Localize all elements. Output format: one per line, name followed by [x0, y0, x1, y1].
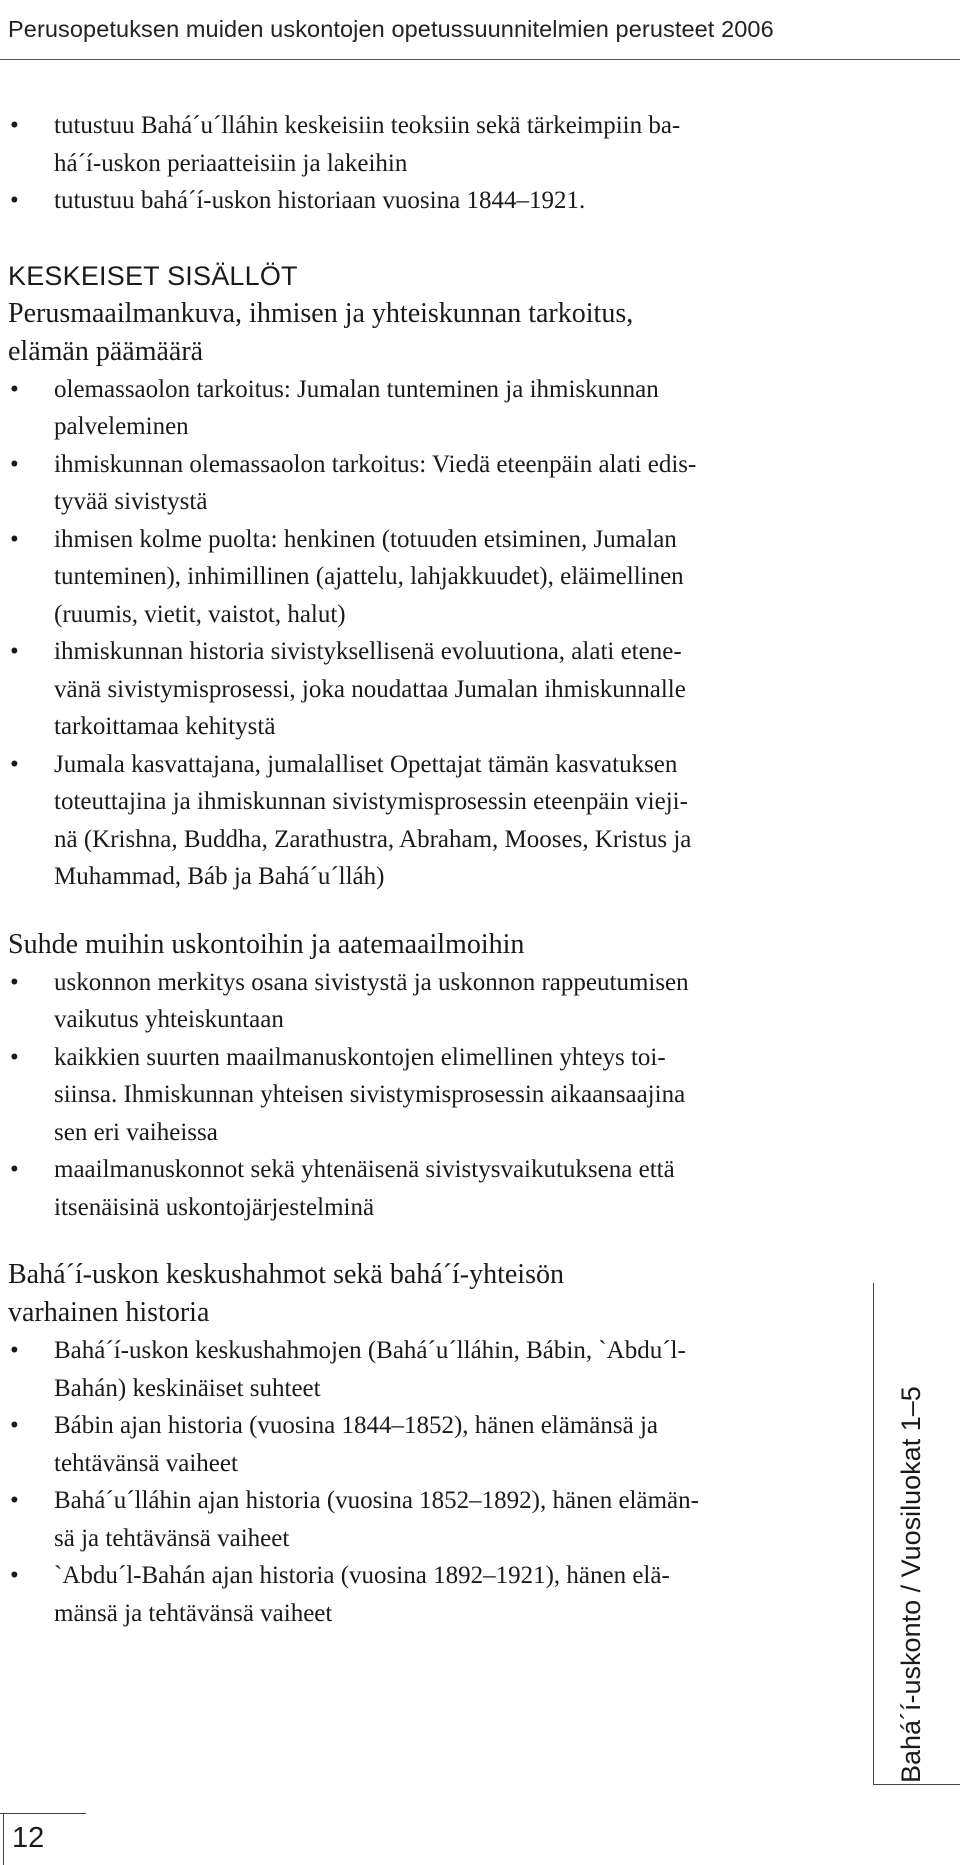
list-item — [8, 1039, 868, 1152]
list-item-line: toteuttajina ja ihmiskunnan sivistymisprosessin eteenpäin vieji- — [54, 788, 688, 815]
bullet-icon: • — [10, 1156, 19, 1183]
list-item-line: palveleminen — [54, 413, 189, 440]
subhead-line: Suhde muihin uskontoihin ja aatemaailmoihin — [8, 928, 525, 960]
bullet-icon: • — [10, 750, 19, 778]
list-item-line: Muhammad, Báb ja Bahá´u´lláh) — [54, 863, 385, 890]
list-item-line: nä (Krishna, Buddha, Zarathustra, Abraham, Mooses, Kristus ja — [54, 825, 692, 853]
page-number-vrule — [3, 1813, 4, 1865]
section-subhead — [8, 295, 868, 371]
page-number: 12 — [12, 1822, 45, 1854]
list-item-line: tyvää sivistystä — [54, 488, 208, 515]
list-item-line: olemassaolon tarkoitus: Jumalan tunteminen ja ihmiskunnan — [54, 375, 659, 403]
list-item — [8, 1332, 748, 1407]
list-item — [8, 964, 868, 1039]
list-item-line: ihmisen kolme puolta: henkinen (totuuden etsiminen, Jumalan — [54, 525, 677, 553]
list-item-line: Bahán) keskinäiset suhteet — [54, 1374, 321, 1402]
list-item — [8, 1482, 748, 1557]
list-item — [8, 446, 868, 521]
list-item-line: itsenäisinä uskontojärjestelminä — [54, 1193, 375, 1221]
bullet-icon: • — [10, 1562, 19, 1589]
subhead-line: elämän päämäärä — [8, 335, 204, 367]
list-item-line: sen eri vaiheissa — [54, 1118, 218, 1146]
bullet-icon: • — [10, 525, 19, 553]
running-header — [0, 0, 960, 60]
section-bullet-list — [8, 964, 868, 1227]
section-bullet-list — [8, 371, 868, 896]
list-item-line: sä ja tehtävänsä vaiheet — [54, 1524, 290, 1552]
section-bullet-list — [8, 1332, 748, 1632]
list-item — [8, 746, 868, 896]
list-item-line: kaikkien suurten maailmanuskontojen elimellinen yhteys toi- — [54, 1043, 666, 1071]
section-label: KESKEISET SISÄLLÖT — [8, 260, 298, 291]
list-item — [8, 1407, 748, 1482]
bullet-icon: • — [10, 638, 19, 665]
list-item-line: siinsa. Ihmiskunnan yhteisen sivistymisprosessin aikaansaajina — [54, 1081, 686, 1108]
section-subhead — [8, 926, 868, 964]
bullet-icon: • — [10, 450, 19, 478]
list-item-line: tunteminen), inhimillinen (ajattelu, lahjakkuudet), eläimellinen — [54, 563, 684, 590]
bullet-icon: • — [10, 112, 19, 139]
page-content — [8, 107, 868, 1632]
list-item — [8, 1557, 748, 1632]
list-item-line: tutustuu bahá´í-uskon historiaan vuosina 1844–1921. — [54, 187, 586, 214]
bullet-icon: • — [10, 187, 19, 214]
side-tab-label: Bahá´í-uskonto / Vuosiluokat 1–5 — [896, 1386, 926, 1783]
list-item — [8, 182, 868, 220]
list-item-line: ihmiskunnan historia sivistyksellisenä evoluutiona, alati etene- — [54, 638, 682, 665]
list-item-line: uskonnon merkitys osana sivistystä ja uskonnon rappeutumisen — [54, 968, 689, 996]
list-item-line: Bahá´u´lláhin ajan historia (vuosina 1852–1892), hänen elämän- — [54, 1487, 699, 1514]
section-subhead — [8, 1256, 748, 1332]
subhead-line: Bahá´í-uskon keskushahmot sekä bahá´í-yhteisön — [8, 1259, 564, 1290]
list-item-line: tarkoittamaa kehitystä — [54, 713, 276, 740]
bullet-icon: • — [10, 1487, 19, 1514]
list-item-line: há´í-uskon periaatteisiin ja lakeihin — [54, 149, 408, 177]
list-item-line: Jumala kasvattajana, jumalalliset Opettajat tämän kasvatuksen — [54, 750, 678, 778]
subhead-line: varhainen historia — [8, 1297, 210, 1328]
list-item-line: vänä sivistymisprosessi, joka noudattaa Jumalan ihmiskunnalle — [54, 675, 686, 703]
bullet-icon: • — [10, 1412, 19, 1439]
list-item-line: `Abdu´l-Bahán ajan historia (vuosina 1892–1921), hänen elä- — [54, 1562, 670, 1589]
list-item-line: ihmiskunnan olemassaolon tarkoitus: Viedä eteenpäin alati edis- — [54, 450, 697, 478]
bullet-icon: • — [10, 1043, 19, 1071]
bullet-icon: • — [10, 1337, 19, 1364]
list-item-line: vaikutus yhteiskuntaan — [54, 1006, 284, 1033]
list-item-line: mänsä ja tehtävänsä vaiheet — [54, 1599, 333, 1627]
bullet-icon: • — [10, 968, 19, 996]
list-item — [8, 371, 868, 446]
list-item-line: (ruumis, vietit, vaistot, halut) — [54, 600, 346, 628]
list-item-line: tutustuu Bahá´u´lláhin keskeisiin teoksiin sekä tärkeimpiin ba- — [54, 112, 681, 139]
running-header-title: Perusopetuksen muiden uskontojen opetussuunnitelmien perusteet 2006 — [8, 16, 774, 42]
list-item — [8, 1151, 868, 1226]
list-item-line: maailmanuskonnot sekä yhtenäisenä sivistysvaikutuksena että — [54, 1156, 675, 1183]
list-item-line: Bahá´í-uskon keskushahmojen (Bahá´u´lláhin, Bábin, `Abdu´l- — [54, 1337, 686, 1364]
list-item-line: Bábin ajan historia (vuosina 1844–1852), hänen elämänsä ja — [54, 1412, 659, 1439]
bullet-icon: • — [10, 375, 19, 403]
side-tab-divider — [873, 1283, 874, 1785]
list-item-line: tehtävänsä vaiheet — [54, 1449, 238, 1477]
page-number-rule — [0, 1813, 86, 1814]
list-item — [8, 107, 868, 182]
list-item — [8, 633, 868, 746]
list-item — [8, 521, 868, 634]
subhead-line: Perusmaailmankuva, ihmisen ja yhteiskunnan tarkoitus, — [8, 297, 634, 329]
intro-bullet-list — [8, 107, 868, 220]
side-tab-bottom-rule — [873, 1784, 960, 1785]
